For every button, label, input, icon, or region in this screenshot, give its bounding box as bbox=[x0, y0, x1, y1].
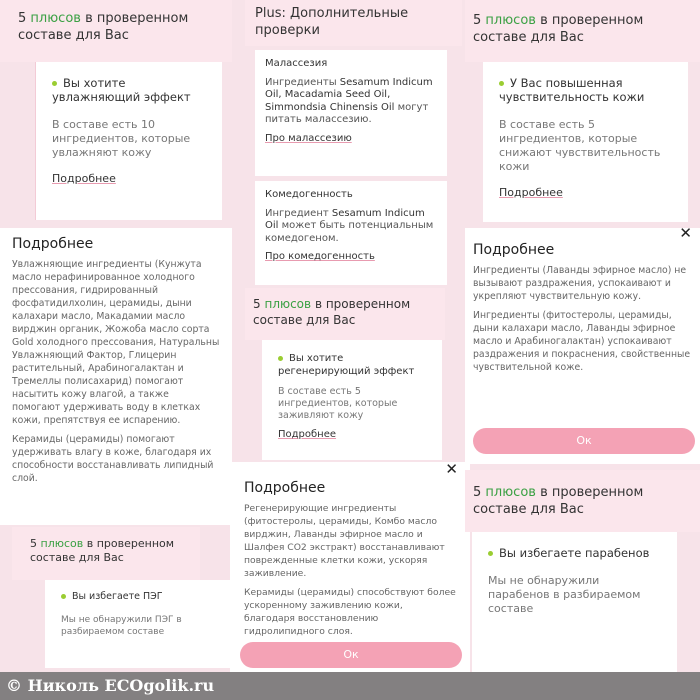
benefit-label: Вы избегаете ПЭГ bbox=[72, 591, 163, 602]
plus-header bbox=[0, 0, 232, 62]
text: Ингредиенты bbox=[265, 76, 340, 88]
plus-word: плюсов bbox=[30, 11, 81, 26]
modal-text: Керамиды (церамиды) помогают удерживать влагу в коже, благодаря их способности восстанавливать липидный слой. bbox=[12, 434, 214, 484]
benefit-item bbox=[61, 590, 219, 604]
watermark: © Николь ECOgolik.ru bbox=[0, 672, 700, 700]
count: 5 bbox=[30, 537, 37, 550]
text: могут питать малассезию. bbox=[265, 101, 429, 125]
close-icon[interactable]: ✕ bbox=[445, 460, 458, 478]
count: 5 bbox=[473, 485, 482, 500]
modal-text: Увлажняющие ингредиенты (Кунжута масло нерафинированное холодного прессования, гидрированный фосфатидилхолин, церамиды, дыни калахари масло, Макадамии масло вирджин органик, Жожоба масло сорта Gold холодного прессования, Натуральны Увлажняющий Фактор, Глицерин растительный, Арабиногалактан и Тремеллы полисахарид) помогают насытить кожу влагой, а также помогают удерживать воду в клетках кожи, препятствуя ее испарению. bbox=[12, 259, 220, 426]
modal-text: Ингредиенты (фитостеролы, церамиды, дыни калахари масло, Лаванды эфирное масло и Арабиногалактан) успокаивают раздражения и покраснения, свойственные чувствительной коже. bbox=[473, 310, 691, 373]
benefit-card bbox=[472, 532, 677, 672]
plus-header bbox=[245, 288, 445, 340]
details-link[interactable]: Подробнее bbox=[278, 429, 337, 440]
check-card bbox=[255, 181, 447, 285]
section-header: Plus: Дополнительные проверки bbox=[245, 0, 462, 46]
ok-button[interactable]: Ок bbox=[473, 428, 695, 454]
details-modal bbox=[0, 228, 232, 525]
check-title: Малассезия bbox=[265, 58, 328, 69]
modal-text: Регенерирующие ингредиенты (фитостеролы, церамиды, Комбо масло вирджин, Лаванды эфирное масло и Шалфея CO2 экстракт) восстанавливают поврежденные клетки кожи, ускоряя заживление. bbox=[244, 503, 445, 579]
benefit-desc: Мы не обнаружили парабенов в разбираемом составе bbox=[488, 574, 641, 615]
benefit-label: Вы хотите увлажняющий эффект bbox=[52, 76, 191, 104]
bullet-icon bbox=[52, 81, 57, 86]
bullet-icon bbox=[499, 81, 504, 86]
benefit-card bbox=[35, 62, 222, 220]
details-modal bbox=[465, 224, 700, 464]
bullet-icon bbox=[278, 356, 283, 361]
benefit-desc: В составе есть 5 ингредиентов, которые снижают чувствительность кожи bbox=[499, 118, 661, 173]
plus-word: плюсов bbox=[485, 13, 536, 28]
benefit-desc: В составе есть 10 ингредиентов, которые увлажняют кожу bbox=[52, 118, 191, 159]
ingredients: Sesamum Indicum Oil bbox=[265, 207, 425, 231]
benefit-item bbox=[52, 76, 206, 104]
benefit-label: Вы хотите регенерирующий эффект bbox=[278, 353, 415, 377]
benefit-card bbox=[483, 62, 688, 222]
ingredients: Sesamum Indicum Oil, Macadamia Seed Oil, Simmondsia Chinensis Oil bbox=[265, 76, 433, 113]
comedogenicity-link[interactable]: Про комедогенность bbox=[265, 251, 375, 262]
benefit-desc: Мы не обнаружили ПЭГ в разбираемом составе bbox=[61, 615, 182, 637]
benefit-label: Вы избегаете парабенов bbox=[499, 546, 650, 560]
benefit-item bbox=[488, 546, 661, 560]
modal-title: Подробнее bbox=[473, 242, 555, 258]
modal-text: Керамиды (церамиды) способствуют более ускоренному заживлению кожи, благодаря восстановлению гидролипидного слоя. bbox=[244, 587, 456, 637]
benefit-desc: В составе есть 5 ингредиентов, которые заживляют кожу bbox=[278, 386, 398, 421]
count: 5 bbox=[253, 297, 261, 311]
benefit-card bbox=[45, 580, 235, 668]
check-text bbox=[265, 208, 437, 246]
count: 5 bbox=[473, 13, 482, 28]
check-title: Комедогенность bbox=[265, 189, 353, 200]
plus-header bbox=[465, 470, 700, 532]
header-text: в проверенном составе для Вас bbox=[473, 13, 644, 45]
count: 5 bbox=[18, 11, 27, 26]
details-link[interactable]: Подробнее bbox=[52, 172, 116, 185]
text: может быть потенциальным комедогеном. bbox=[265, 220, 434, 244]
header-text: в проверенном составе для Вас bbox=[30, 537, 175, 564]
plus-word: плюсов bbox=[264, 297, 312, 311]
modal-text: Ингредиенты (Лаванды эфирное масло) не вызывают раздражения, успокаивают и укрепляют чувствительную кожу. bbox=[473, 265, 687, 302]
benefit-card bbox=[262, 340, 442, 460]
modal-title: Подробнее bbox=[244, 480, 326, 496]
header-text: в проверенном составе для Вас bbox=[473, 485, 644, 517]
close-icon[interactable]: ✕ bbox=[679, 224, 692, 242]
benefit-item bbox=[278, 352, 426, 378]
text: Ингредиент bbox=[265, 207, 332, 219]
header-text: в проверенном составе для Вас bbox=[18, 11, 189, 43]
bullet-icon bbox=[488, 551, 493, 556]
bullet-icon bbox=[61, 594, 66, 599]
ok-button[interactable]: Ок bbox=[240, 642, 462, 668]
benefit-item bbox=[499, 76, 672, 104]
benefit-label: У Вас повышенная чувствительность кожи bbox=[499, 76, 645, 104]
plus-header bbox=[12, 527, 200, 580]
modal-title: Подробнее bbox=[12, 236, 94, 252]
check-card bbox=[255, 50, 447, 176]
plus-word: плюсов bbox=[40, 537, 84, 550]
plus-word: плюсов bbox=[485, 485, 536, 500]
details-modal bbox=[230, 462, 470, 672]
header-text: в проверенном составе для Вас bbox=[253, 297, 411, 327]
details-link[interactable]: Подробнее bbox=[499, 186, 563, 199]
check-text bbox=[265, 77, 437, 127]
malassezia-link[interactable]: Про малассезию bbox=[265, 132, 352, 144]
plus-header bbox=[465, 0, 700, 62]
